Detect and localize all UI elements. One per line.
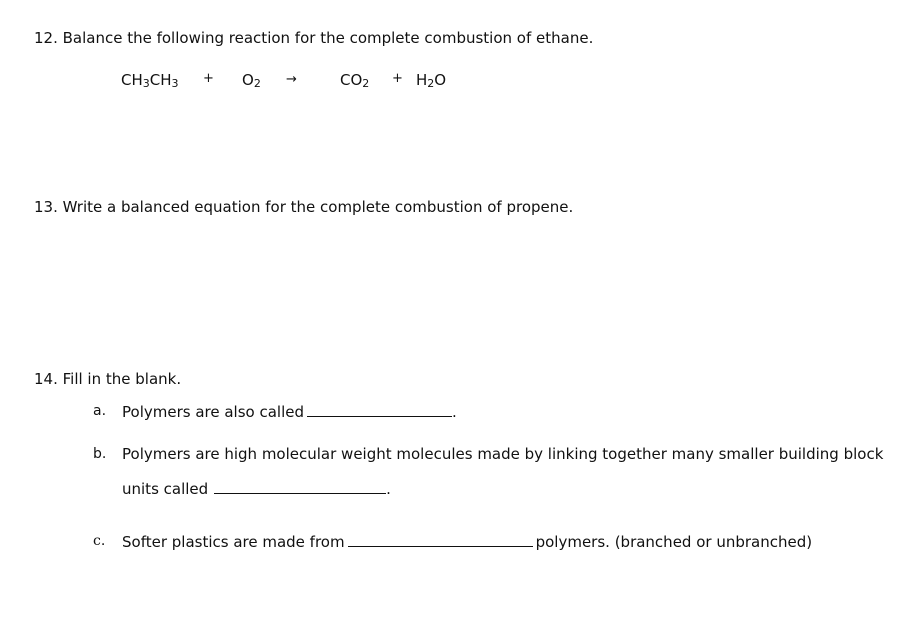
product-carbon-dioxide: CO2: [340, 71, 370, 90]
question-14-prompt: 14. Fill in the blank.: [34, 370, 182, 388]
item-b-text: units called: [122, 480, 209, 498]
item-c-text-after: polymers. (branched or unbranched): [535, 533, 813, 551]
reactant-ethane: CH3CH3: [121, 71, 179, 90]
item-a: [122, 402, 457, 421]
item-b-line-2: [122, 479, 391, 498]
item-b-line-1: Polymers are high molecular weight molecules made by linking together many smaller building block: [122, 445, 884, 463]
answer-blank-a[interactable]: [307, 402, 452, 417]
answer-blank-c[interactable]: [348, 532, 533, 547]
product-water: H2O: [416, 71, 447, 90]
reaction-arrow-icon: →: [286, 72, 297, 87]
plus-sign: +: [392, 71, 403, 86]
answer-blank-b[interactable]: [214, 479, 386, 494]
question-12-prompt: 12. Balance the following reaction for the complete combustion of ethane.: [34, 29, 594, 47]
item-a-marker: a.: [93, 403, 107, 419]
item-a-text: Polymers are also called: [122, 403, 304, 421]
item-c: [122, 532, 812, 551]
item-b-marker: b.: [93, 446, 107, 462]
item-c-text-before: Softer plastics are made from: [122, 533, 345, 551]
plus-sign: +: [203, 71, 214, 86]
item-a-period: .: [452, 403, 457, 421]
reactant-oxygen: O2: [242, 71, 261, 90]
question-13-prompt: 13. Write a balanced equation for the complete combustion of propene.: [34, 198, 574, 216]
item-b-period: .: [386, 480, 391, 498]
item-c-marker: c.: [93, 533, 106, 549]
